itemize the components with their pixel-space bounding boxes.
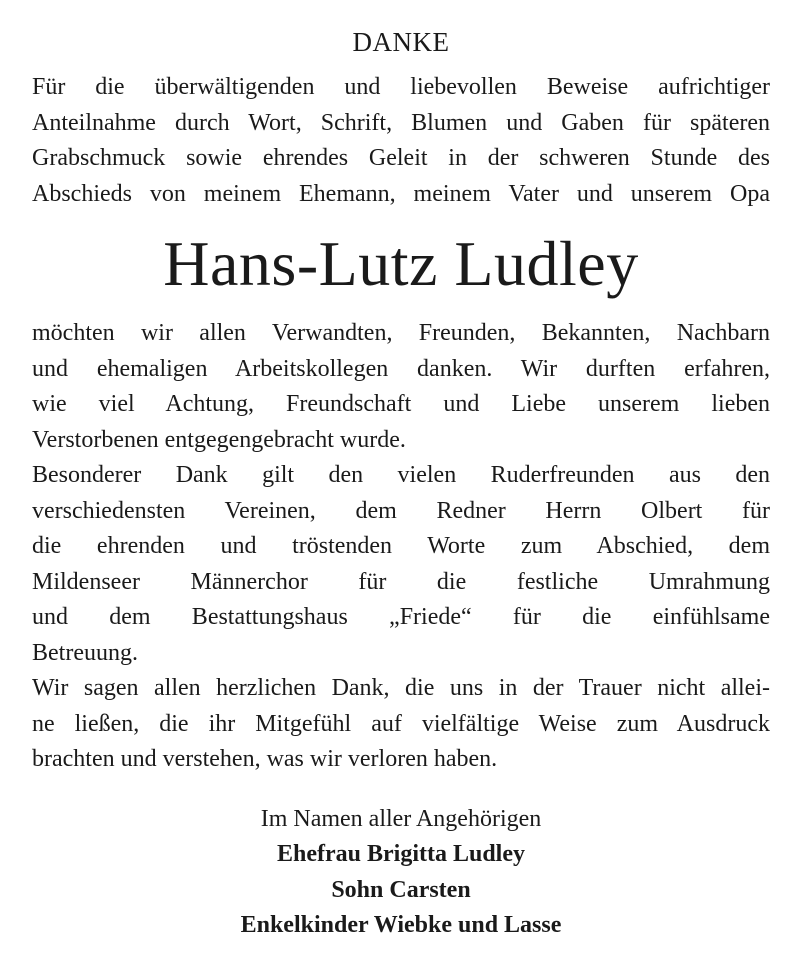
body-line: Betreuung. [32,639,138,666]
body-line: und ehemaligen Arbeitskollegen danken. Wir durften erfahren, [32,355,770,382]
intro-paragraph [32,70,770,212]
body-line: verschiedensten Vereinen, dem Redner Herrn Olbert für [32,497,770,524]
deceased-name: Hans-Lutz Ludley [163,228,639,299]
body-line: ne ließen, die ihr Mitgefühl auf vielfältige Weise zum Ausdruck [32,710,770,737]
body-line: Besonderer Dank gilt den vielen Ruderfreunden aus den [32,462,770,488]
body-line: möchten wir allen Verwandten, Freunden, Bekannten, Nachbarn [32,320,770,346]
body-line: Verstorbenen entgegengebracht wurde. [32,426,406,453]
body-line: brachten und verstehen, was wir verloren haben. [32,746,498,772]
signature-name: Enkelkinder Wiebke und Lasse [240,912,562,938]
intro-line: Grabschmuck sowie ehrendes Geleit in der schweren Stunde des [32,145,770,171]
signature-name: Sohn Carsten [331,876,471,903]
intro-line: Anteilnahme durch Wort, Schrift, Blumen und Gaben für späteren [32,109,770,136]
notice-heading: DANKE [352,27,450,57]
signature-intro: Im Namen aller Angehörigen [260,805,542,832]
body-line: und dem Bestattungshaus „Friede“ für die einfühlsame [32,604,770,630]
body-line: wie viel Achtung, Freundschaft und Liebe unserem lieben [32,391,770,417]
body-line: Wir sagen allen herzlichen Dank, die uns in der Trauer nicht allei- [32,675,770,701]
intro-line: Abschieds von meinem Ehemann, meinem Vater und unserem Opa [32,180,770,207]
body-line: die ehrenden und tröstenden Worte zum Abschied, dem [32,533,770,559]
signature-block [32,802,770,944]
body-line: Mildenseer Männerchor für die festliche Umrahmung [32,568,770,595]
obituary-thank-you-notice [32,24,770,944]
intro-line: Für die überwältigenden und liebevollen Beweise aufrichtiger [32,74,770,100]
signature-name: Ehefrau Brigitta Ludley [276,841,525,867]
body-paragraph [32,316,770,778]
